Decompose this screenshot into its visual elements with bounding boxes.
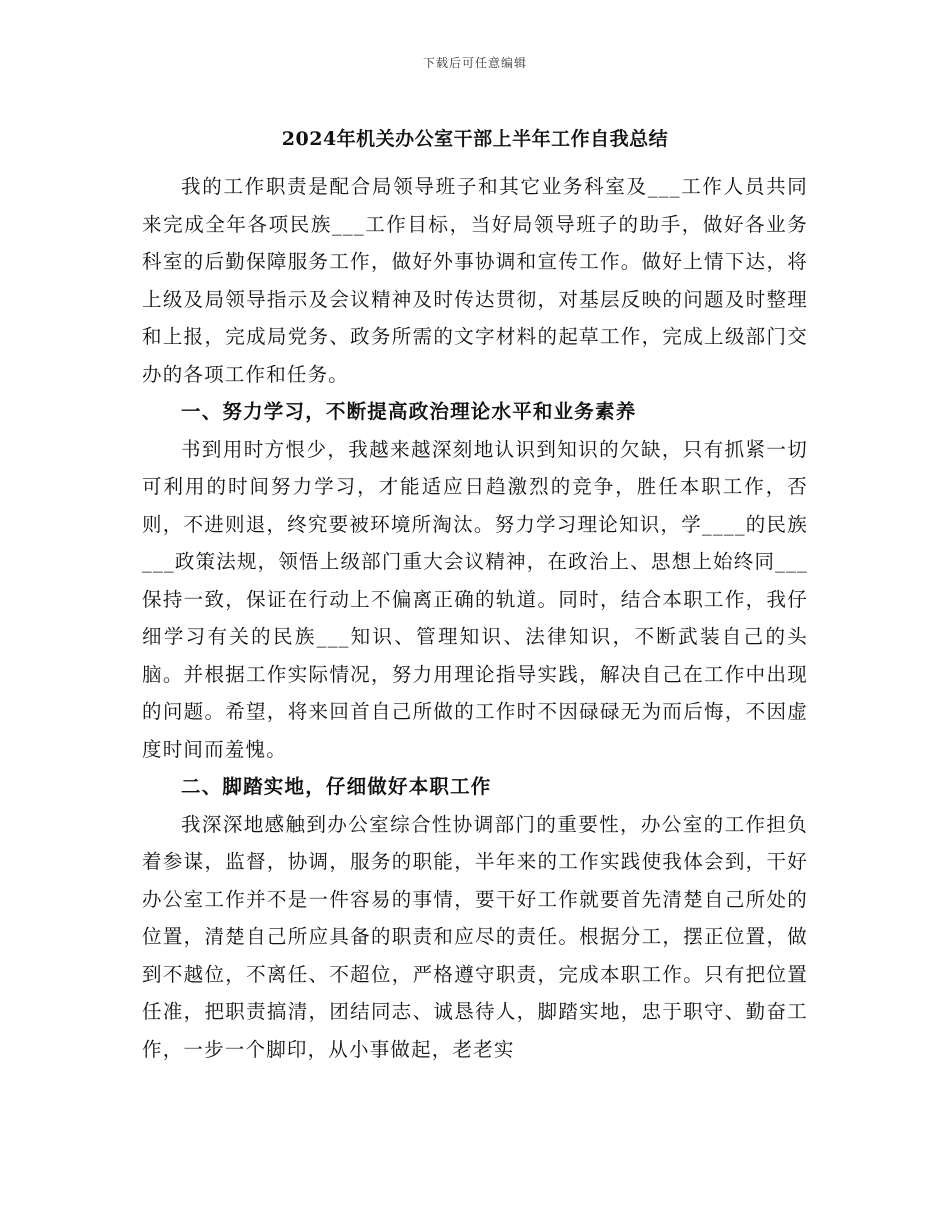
header-note: 下载后可任意编辑 bbox=[422, 56, 527, 70]
section-heading-2: 二、脚踏实地，仔细做好本职工作 bbox=[181, 775, 492, 798]
document-body bbox=[142, 168, 808, 1068]
intro-paragraph: 我的工作职责是配合局领导班子和其它业务科室及___工作人员共同来完成全年各项民族___工作目标，当好局领导班子的助手，做好各业务科室的后勤保障服务工作，做好外事协调和宣传工作。做好上情下达，将上级及局领导指示及会议精神及时传达贯彻，对基层反映的问题及时整理和上报，完成局党务、政务所需的文字材料的起草工作，完成上级部门交办的各项工作和任务。 bbox=[142, 175, 808, 386]
section-paragraph-1: 书到用时方恨少，我越来越深刻地认识到知识的欠缺，只有抓紧一切可利用的时间努力学习，才能适应日趋激烈的竞争，胜任本职工作，否则，不进则退，终究要被环境所淘汰。努力学习理论知识，学____的民族___政策法规，领悟上级部门重大会议精神，在政治上、思想上始终同___保持一致，保证在行动上不偏离正确的轨道。同时，结合本职工作，我仔细学习有关的民族___知识、管理知识、法律知识，不断武装自己的头脑。并根据工作实际情况，努力用理论指导实践，解决自己在工作中出现的问题。希望，将来回首自己所做的工作时不因碌碌无为而后悔，不因虚度时间而羞愧。 bbox=[142, 437, 809, 761]
section-paragraph-2: 我深深地感触到办公室综合性协调部门的重要性，办公室的工作担负着参谋，监督，协调，服务的职能，半年来的工作实践使我体会到，干好办公室工作并不是一件容易的事情，要干好工作就要首先清楚自己所处的位置，清楚自己所应具备的职责和应尽的责任。根据分工，摆正位置，做到不越位，不离任、不超位，严格遵守职责，完成本职工作。只有把位置任准，把职责搞清，团结同志、诚恳待人，脚踏实地，忠于职守、勤奋工作，一步一个脚印，从小事做起，老老实 bbox=[142, 812, 808, 1061]
document-title: 2024年机关办公室干部上半年工作自我总结 bbox=[281, 128, 669, 150]
section-heading-1: 一、努力学习，不断提高政治理论水平和业务素养 bbox=[181, 400, 637, 423]
